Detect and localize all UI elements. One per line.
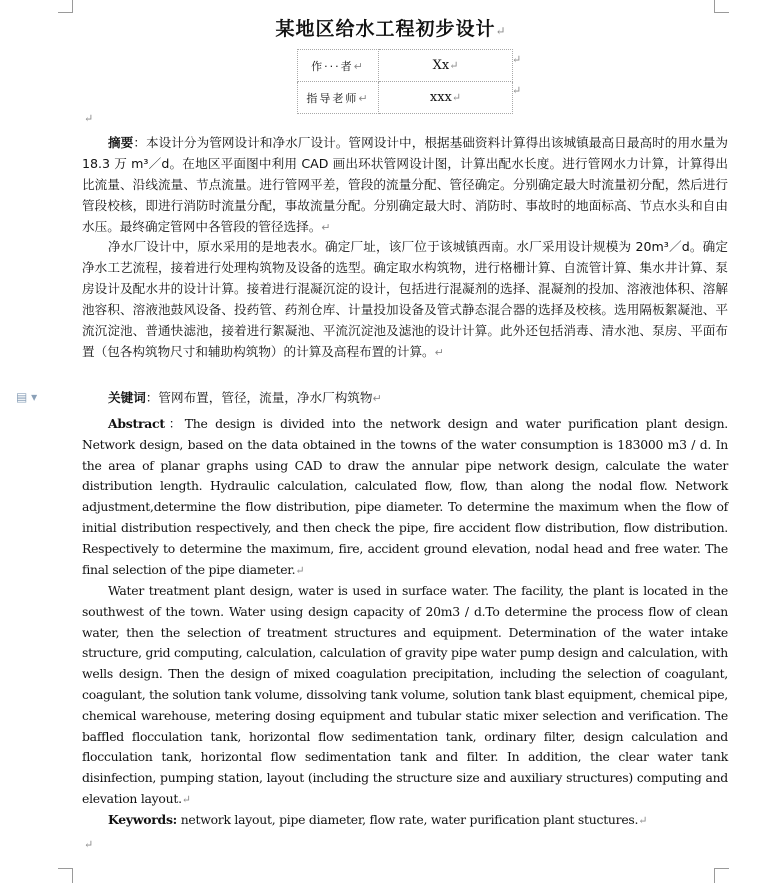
paragraph-mark: ↵ (434, 345, 444, 359)
cell-mark: ↵ (451, 91, 462, 104)
advisor-value-cell[interactable] (379, 82, 513, 114)
abstract-cn-paragraph-1[interactable] (82, 133, 728, 239)
document-title[interactable] (0, 14, 782, 41)
table-row (298, 82, 513, 114)
abstract-en-paragraph-1[interactable] (82, 414, 728, 581)
author-value: Xx (432, 58, 450, 73)
keywords-en-paragraph[interactable] (82, 810, 728, 832)
keywords-en-label: Keywords: (108, 812, 178, 827)
row-end-mark: ↵ (512, 84, 522, 97)
keywords-cn-label: 关键词 (108, 390, 146, 405)
abstract-en-paragraph-2[interactable] (82, 581, 728, 811)
document-icon[interactable]: ▤ ▾ (16, 390, 38, 404)
advisor-label: 指导老师 (306, 91, 359, 105)
cell-mark: ↵ (358, 91, 370, 105)
abstract-cn-p1-text: ：本设计分为管网设计和净水厂设计。管网设计中，根据基础资料计算得出该城镇最高日最高时的用水量为 18.3 万 m³／d。在地区平面图中利用 CAD 画出环状管网设计图，计算出配水长度。进行管网水力计算，计算得出比流量、沿线流量、节点流量。进行管网平差，管段的流量分配、管径确定。分别确定最大时流量初分配，然后进行管段校核，即进行消防时流量分配，事故流量分配。分别确定最大时、消防时、事故时的地面标高、节点水头和自由水压。最终确定管网中各管段的管径选择。 (82, 135, 729, 234)
abstract-cn-p2-text: 净水厂设计中，原水采用的是地表水。确定厂址，该厂位于该城镇西南。水厂采用设计规模为 20m³／d。确定净水工艺流程，接着进行处理构筑物及设备的选型。确定取水构筑物，进行格栅计算、自流管计算、集水井计算、泵房设计及配水井的设计计算。接着进行混凝沉淀的设计，包括进行混凝剂的选择、混凝剂的投加、溶液池体积、溶解池容积、溶液池鼓风设备、投药管、药剂仓库、计量投加设备及管式静态混合器的选择及校核。选用隔板絮凝池、平流沉淀池、普通快滤池，接着进行絮凝池、平流沉淀池及滤池的设计计算。此外还包括消毒、清水池、泵房、平面布置（包各构筑物尺寸和辅助构筑物）的计算及高程布置的计算。 (82, 239, 728, 359)
page-corner-top-left (58, 0, 73, 13)
table-row (298, 50, 513, 82)
page-corner-bottom-right (714, 868, 729, 883)
advisor-label-cell[interactable] (298, 82, 379, 114)
paragraph-mark: ↵ (638, 814, 648, 827)
author-label: 作···者 (311, 59, 354, 73)
keywords-cn-text: ：管网布置，管径，流量，净水厂构筑物 (145, 390, 373, 405)
page-corner-bottom-left (58, 868, 73, 883)
paragraph-mark: ↵ (295, 563, 305, 577)
page-corner-top-right (714, 0, 729, 13)
paragraph-mark: ↵ (84, 838, 94, 851)
advisor-value: xxx (429, 90, 452, 105)
abstract-en-p2-text: Water treatment plant design, water is used in surface water. The facility, the plant is located in the southwest of the town. Water using design capacity of 20m3 / d.To determine the process flow of clean water, then the selection of treatment structures and equipment. Determination of the water intake structure, grid computing, calculation, calculation of gravity pipe water pump design and calculation, with wells design. Then the design of mixed coagulation precipitation, including the selection of coagulant, coagulant, the solution tank volume, dissolving tank volume, solution tank blast equipment, chemical pipe, chemical warehouse, metering dosing equipment and tubular static mixer selection and verification. The baffled flocculation tank, horizontal flow sedimentation tank, ordinary filter, design calculation and flocculation tank, horizontal flow sedimentation tank and filter. In addition, the clear water tank disinfection, pumping station, layout (including the structure size and auxiliary structures) computing and elevation layout. (82, 583, 728, 806)
abstract-cn-label: 摘要 (108, 135, 134, 150)
paragraph-mark: ↵ (495, 24, 507, 38)
cell-mark: ↵ (353, 59, 365, 73)
abstract-en-p1-text: ：The design is divided into the network design and water purification plant design. Network design, based on the data obtained in the towns of the water consumption is 183000 m3 / d. In the area of planar graphs using CAD to draw the annular pipe network design, calculate the water distribution length. Hydraulic calculation, calculated flow, flow, than along the nodal flow. Network adjustment,determine the flow distribution, pipe diameter. To determine the maximum when the flow of initial distribution respectively, and then check the pipe, fire accident flow distribution, flow distribution. Respectively to determine the maximum, fire, accident ground elevation, nodal head and free water. The final selection of the pipe diameter. (82, 416, 728, 577)
keywords-cn-paragraph[interactable] (82, 388, 728, 410)
cell-mark: ↵ (449, 59, 459, 72)
document-title-text[interactable]: 某地区给水工程初步设计 (275, 18, 496, 40)
author-info-table[interactable] (297, 49, 513, 114)
abstract-cn-paragraph-2[interactable] (82, 237, 728, 363)
keywords-en-text: network layout, pipe diameter, flow rate, water purification plant stuctures. (177, 812, 639, 827)
paragraph-mark: ↵ (84, 112, 94, 125)
paragraph-mark: ↵ (181, 792, 191, 806)
author-label-cell[interactable] (298, 50, 379, 82)
author-value-cell[interactable] (379, 50, 513, 82)
abstract-en-label: Abstract (108, 416, 165, 431)
paragraph-mark: ↵ (321, 220, 331, 234)
paragraph-mark: ↵ (372, 392, 382, 405)
row-end-mark: ↵ (512, 53, 522, 66)
